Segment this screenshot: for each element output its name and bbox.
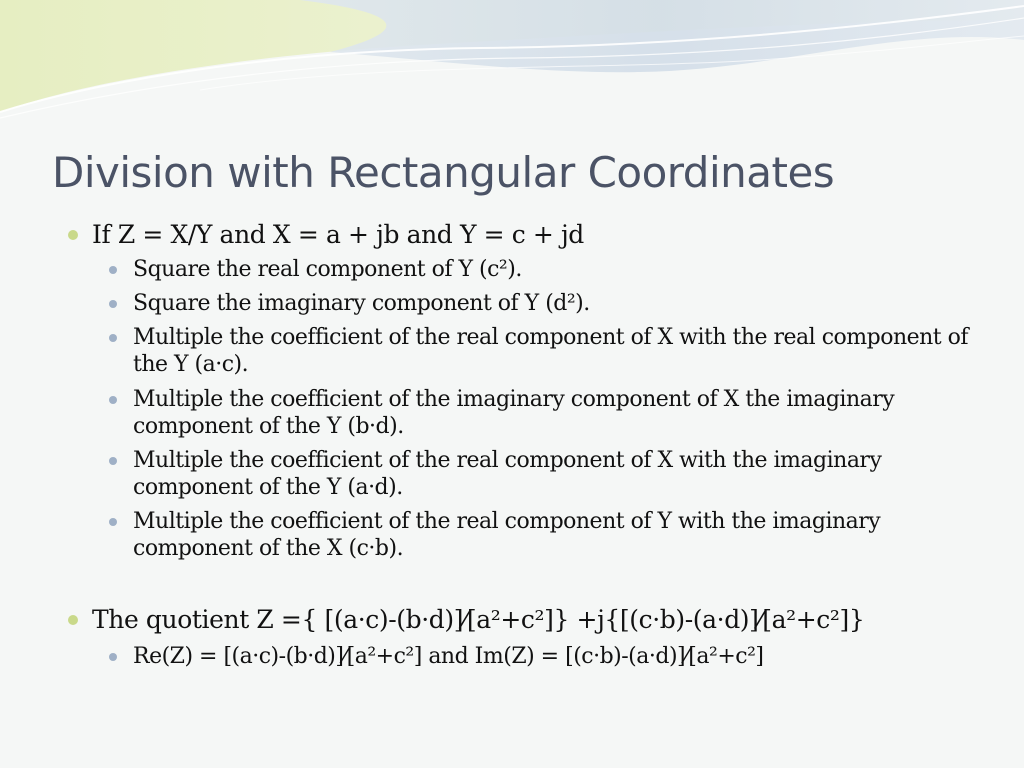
sub-bullet-dot	[109, 300, 117, 308]
sub-bullet-text: Square the real component of Y (c²).	[133, 257, 522, 282]
sub-bullet	[133, 386, 993, 440]
sub-bullet-text: Multiple the coefficient of the real component of X with the real component of the Y (a·c).	[133, 325, 969, 377]
sub-bullet-text: Multiple the coefficient of the imaginary component of X the imaginary component of the Y (b·d).	[133, 387, 895, 439]
slide-title: Division with Rectangular Coordinates	[52, 148, 835, 197]
sub-bullet	[133, 447, 993, 501]
sub-bullet-text: Multiple the coefficient of the real component of Y with the imaginary component of the X (c·b).	[133, 509, 881, 561]
sub-bullet	[133, 256, 993, 283]
sub-bullet-dot	[109, 653, 117, 661]
sub-bullet	[133, 324, 993, 378]
sub-bullet	[133, 643, 993, 670]
sub-bullet-dot	[109, 266, 117, 274]
sub-bullet-text: Multiple the coefficient of the real component of X with the imaginary component of the Y (a·d).	[133, 448, 882, 500]
sub-bullet-dot	[109, 518, 117, 526]
bullet-text: The quotient Z ={ [(a·c)-(b·d)]⁄[a²+c²]} +j{[(c·b)-(a·d)]⁄[a²+c²]}	[92, 605, 865, 634]
sub-bullet-dot	[109, 334, 117, 342]
bullet-dot	[68, 615, 78, 625]
bullet-level1	[92, 605, 864, 635]
bullet-dot	[68, 230, 78, 240]
bullet-level1	[92, 220, 584, 250]
sub-bullet-dot	[109, 457, 117, 465]
sub-bullet	[133, 508, 993, 562]
sub-bullet-text: Re(Z) = [(a·c)-(b·d)]⁄[a²+c²] and Im(Z) = [(c·b)-(a·d)]⁄[a²+c²]	[133, 644, 764, 669]
bullet-text: If Z = X/Y and X = a + jb and Y = c + jd	[92, 220, 584, 249]
sub-bullet	[133, 290, 993, 317]
sub-bullet-dot	[109, 396, 117, 404]
sub-bullet-text: Square the imaginary component of Y (d²).	[133, 291, 590, 316]
